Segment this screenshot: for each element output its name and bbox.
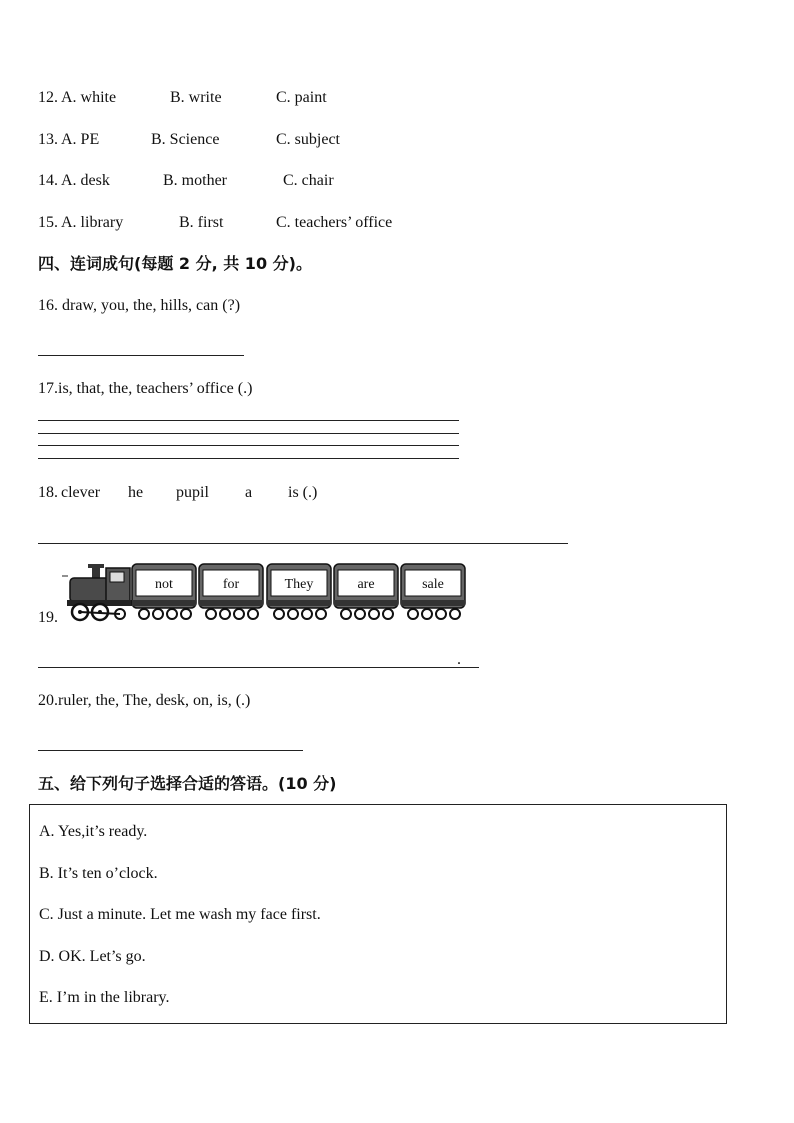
word: pupil (176, 484, 209, 501)
option-b: B. mother (163, 172, 227, 189)
train-car-word: are (357, 577, 375, 592)
question-number: 15. (38, 214, 58, 231)
train-car-word: sale (422, 577, 444, 592)
option-b: B. Science (151, 131, 220, 148)
answer-line[interactable] (38, 543, 568, 544)
option-a: A. library (61, 214, 124, 231)
option-b: B. first (179, 214, 224, 231)
answer-option-d: D. OK. Let’s go. (39, 948, 146, 965)
locomotive-icon (62, 564, 133, 620)
answer-line[interactable] (38, 445, 459, 446)
option-c: C. subject (276, 131, 340, 148)
option-a: A. PE (61, 131, 100, 148)
answer-line[interactable] (38, 433, 459, 434)
end-period: . (457, 651, 461, 668)
train-car (267, 564, 331, 619)
answer-option-c: C. Just a minute. Let me wash my face first. (39, 906, 321, 923)
question-number: 14. (38, 172, 58, 189)
question-19-number: 19. (38, 609, 58, 626)
word: is (.) (288, 484, 318, 501)
section-4-title: 四、连词成句(每题 2 分, 共 10 分)。 (38, 254, 312, 273)
answer-options-box (29, 804, 727, 1024)
question-number: 13. (38, 131, 58, 148)
train-car-word: not (155, 577, 173, 592)
answer-option-b: B. It’s ten o’clock. (39, 865, 158, 882)
section-5-title: 五、给下列句子选择合适的答语。(10 分) (38, 774, 337, 793)
train-car (401, 564, 465, 619)
train-car (334, 564, 398, 619)
word: clever (61, 484, 101, 501)
question-number: 12. (38, 89, 58, 106)
answer-line[interactable] (38, 667, 479, 668)
word: a (245, 484, 253, 501)
option-c: C. paint (276, 89, 327, 106)
option-c: C. chair (283, 172, 334, 189)
train-car (199, 564, 263, 619)
question-17: 17.is, that, the, teachers’ office (.) (38, 380, 253, 397)
train-illustration (62, 562, 472, 624)
question-20: 20.ruler, the, The, desk, on, is, (.) (38, 692, 251, 709)
answer-option-e: E. I’m in the library. (39, 989, 170, 1006)
answer-line[interactable] (38, 420, 459, 421)
question-number: 18. (38, 484, 58, 501)
word: he (128, 484, 144, 501)
train-car-word: They (284, 577, 314, 592)
answer-line[interactable] (38, 750, 303, 751)
option-c: C. teachers’ office (276, 214, 393, 231)
option-a: A. white (61, 89, 117, 106)
option-a: A. desk (61, 172, 110, 189)
answer-line[interactable] (38, 458, 459, 459)
train-car (132, 564, 196, 619)
train-car-word: for (222, 577, 240, 592)
answer-line[interactable] (38, 355, 244, 356)
option-b: B. write (170, 89, 222, 106)
answer-option-a: A. Yes,it’s ready. (39, 823, 148, 840)
question-16: 16. draw, you, the, hills, can (?) (38, 297, 241, 314)
